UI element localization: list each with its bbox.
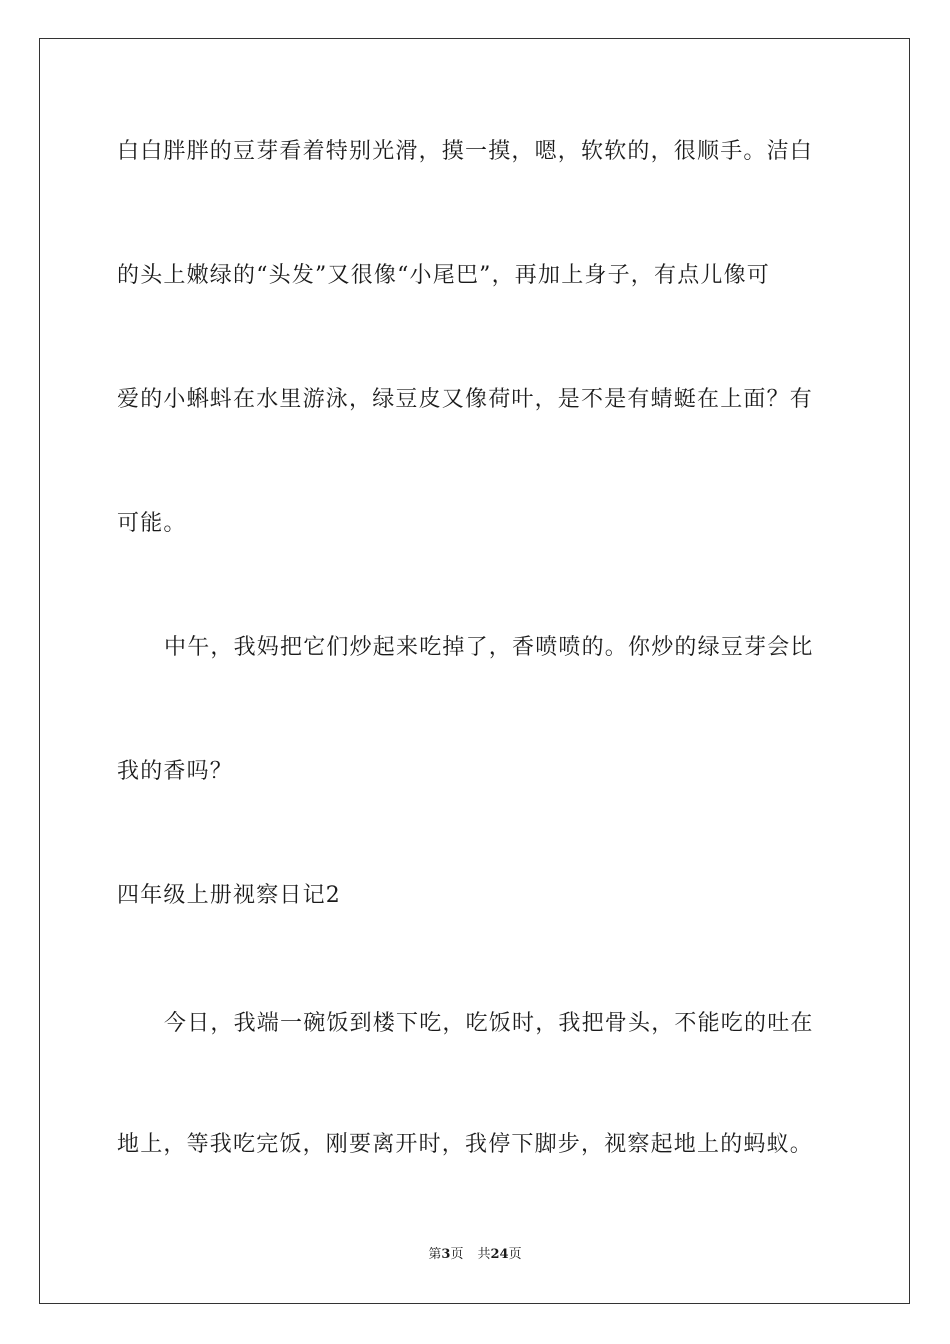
footer-total-prefix: 共	[477, 1247, 491, 1262]
paragraph-line-4: 可能。	[117, 511, 187, 536]
footer-page-prefix: 第	[428, 1247, 442, 1262]
paragraph-line-8: 地上，等我吃完饭，刚要离开时，我停下脚步，视察起地上的蚂蚁。	[117, 1132, 814, 1157]
paragraph-line-5: 中午，我妈把它们炒起来吃掉了，香喷喷的。你炒的绿豆芽会比	[164, 635, 814, 660]
page-footer	[0, 1247, 950, 1263]
paragraph-line-1: 白白胖胖的豆芽看着特别光滑，摸一摸，嗯，软软的，很顺手。洁白	[117, 139, 814, 164]
footer-page-number: 3	[441, 1247, 451, 1262]
footer-total-suffix: 页	[508, 1247, 522, 1262]
footer-total-pages: 24	[490, 1247, 509, 1262]
section-title: 四年级上册视察日记2	[117, 883, 341, 908]
paragraph-line-2: 的头上嫩绿的“头发”又很像“小尾巴”，再加上身子，有点儿像可	[117, 263, 770, 288]
paragraph-line-6: 我的香吗？	[117, 759, 234, 784]
paragraph-line-7: 今日，我端一碗饭到楼下吃，吃饭时，我把骨头，不能吃的吐在	[164, 1011, 814, 1036]
page-frame	[39, 38, 910, 1304]
paragraph-line-3: 爱的小蝌蚪在水里游泳，绿豆皮又像荷叶，是不是有蜻蜓在上面？有	[117, 387, 814, 412]
footer-page-suffix: 页	[450, 1247, 464, 1262]
